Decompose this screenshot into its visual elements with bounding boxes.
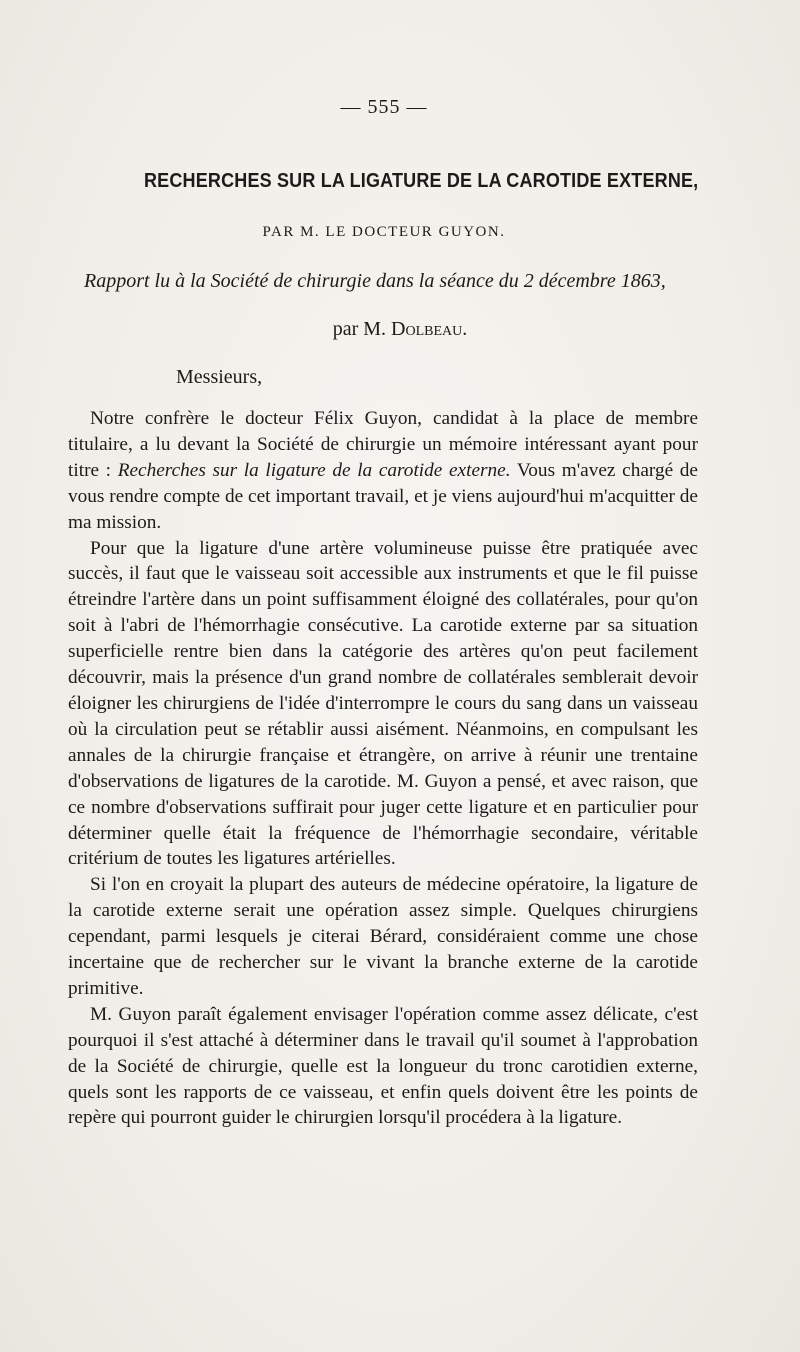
- paragraph-text: Vous m'avez chargé de vous rendre compte de cet important travail, et je viens aujourd'hui m'acquitter de ma mission.: [68, 459, 698, 533]
- report-by-prefix: par M.: [332, 318, 392, 340]
- cited-memoir-title: Recherches sur la ligature de la carotide externe.: [117, 459, 511, 481]
- paragraph: Pour que la ligature d'une artère volumineuse puisse être pratiquée avec succès, il faut que le vaisseau soit accessible aux instruments et que le fil puisse étreindre l'artère dans un point suffisamment éloigné des collatérales, pour qu'on soit à l'abri de l'hémorrhagie consécutive. La carotide externe par sa situation superficielle rentre bien dans la catégorie des artères qu'on peut facilement découvrir, mais la présence d'un grand nombre de collatérales semblerait devoir éloigner les chirurgiens de l'idée d'interrompre le cours du sang dans un vaisseau où la circulation peut se rétablir aussi aisément. Néanmoins, en compulsant les annales de la chirurgie française et étrangère, on arrive à réunir une trentaine d'observations de ligatures de la carotide. M. Guyon a pensé, et avec raison, que ce nombre d'observations suffirait pour juger cette ligature et en particulier pour déterminer quelle était la fréquence de l'hémorrhagie secondaire, véritable critérium de toutes les ligatures artérielles.: [68, 537, 698, 870]
- paragraph: [68, 406, 698, 536]
- report-line: Rapport lu à la Société de chirurgie dans la séance du 2 décembre 1863,: [84, 270, 666, 292]
- report-by-line: [0, 318, 800, 341]
- article-byline: PAR M. LE DOCTEUR GUYON.: [262, 224, 506, 240]
- page-number: — 555 —: [340, 96, 428, 118]
- article-body: [68, 406, 698, 1131]
- paragraph-text: Notre confrère le docteur Félix Guyon, candidat à la place de membre titulaire, a lu devant la Société de chirurgie un mémoire intéressant ayant pour titre :: [68, 408, 698, 481]
- paragraph: M. Guyon paraît également envisager l'opération comme assez délicate, c'est pourquoi il s'est attaché à déterminer dans le travail qu'il soumet à l'approbation de la Société de chirurgie, quelle est la longueur du tronc carotidien externe, quels sont les rapports de ce vaisseau, et enfin quels doivent être les points de repère qui pourront guider le chirurgien lorsqu'il procédera à la ligature.: [68, 1003, 698, 1129]
- report-author-name: Dolbeau.: [391, 318, 468, 340]
- paragraph: Si l'on en croyait la plupart des auteurs de médecine opératoire, la ligature de la carotide externe serait une opération assez simple. Quelques chirurgiens cependant, parmi lesquels je citerai Bérard, considéraient comme une chose incertaine que de rechercher sur le vivant la branche externe de la carotide primitive.: [68, 874, 698, 999]
- article-title: RECHERCHES SUR LA LIGATURE DE LA CAROTIDE EXTERNE,: [144, 170, 699, 192]
- salutation: Messieurs,: [176, 366, 263, 388]
